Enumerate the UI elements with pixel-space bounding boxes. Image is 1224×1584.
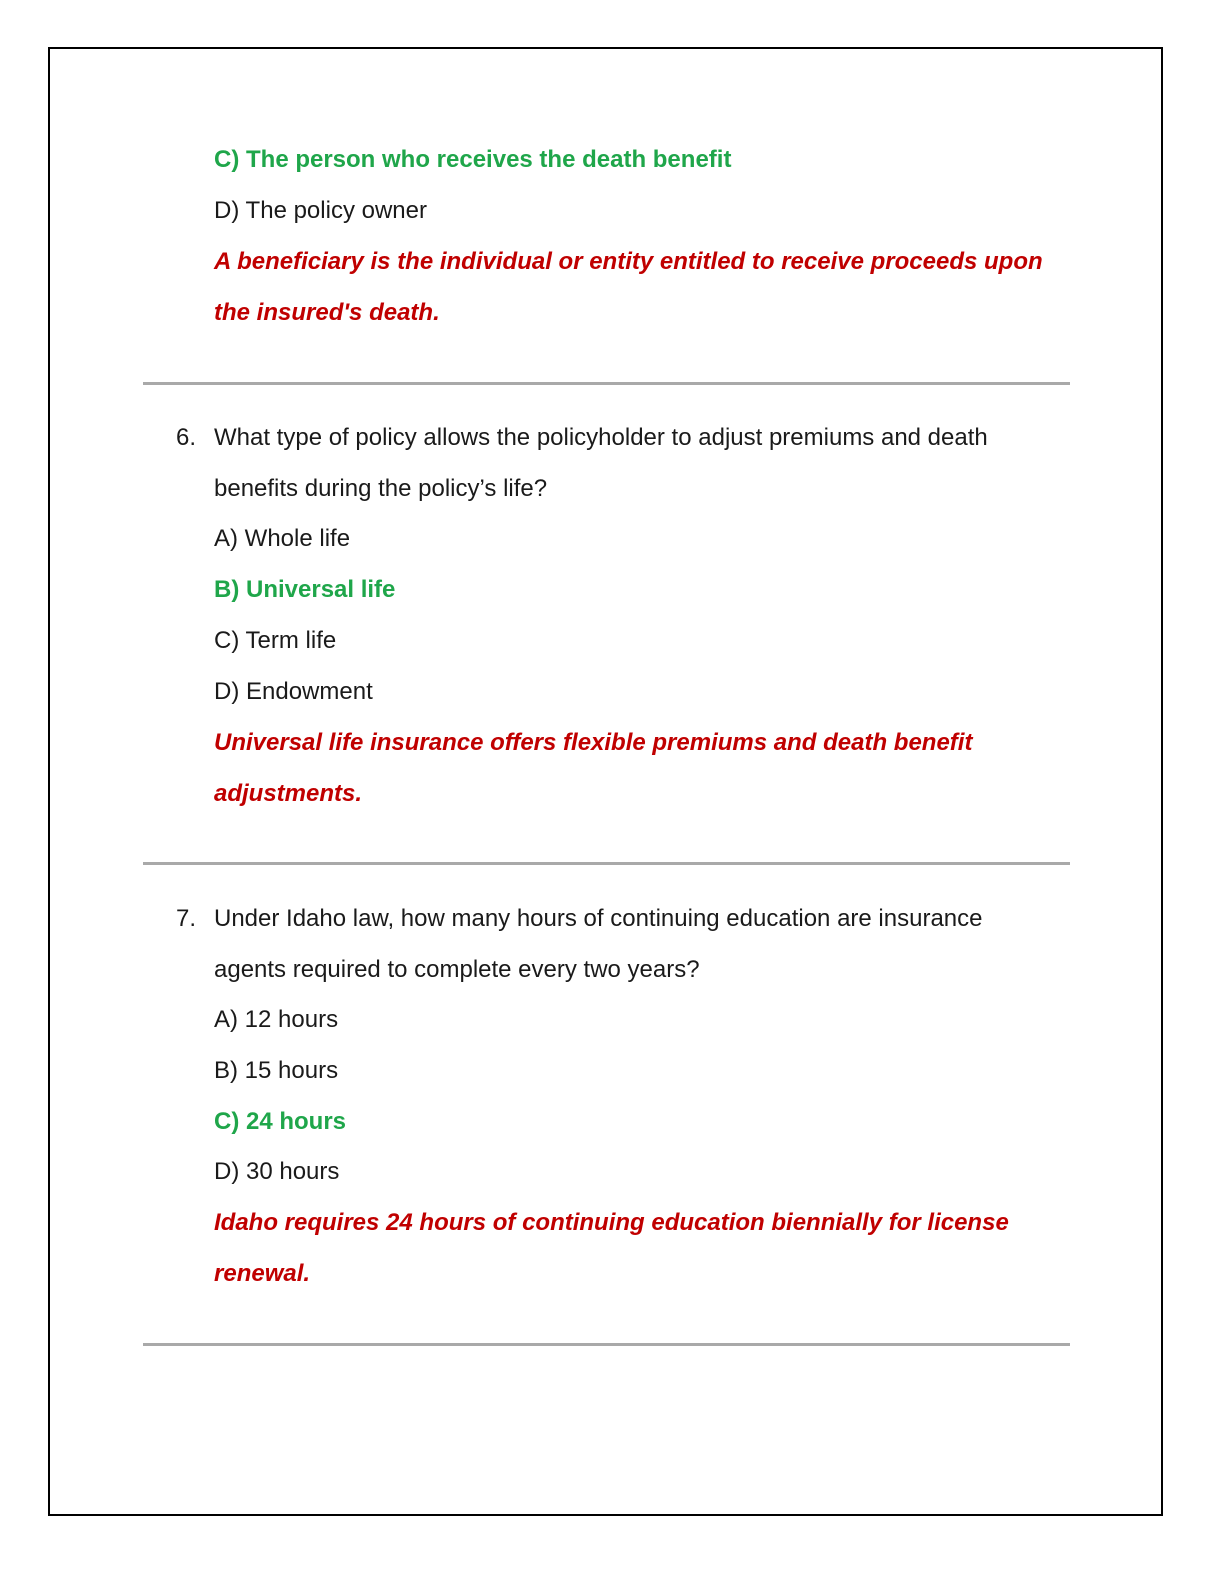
q7-number: 7. (176, 905, 197, 932)
divider (143, 1343, 1070, 1346)
q6-option-d[interactable]: D) Endowment (214, 678, 373, 705)
q6-explanation-line-2: adjustments. (214, 780, 363, 807)
q5-option-c[interactable]: C) The person who receives the death benefit (214, 146, 732, 173)
q7-option-b[interactable]: B) 15 hours (214, 1057, 339, 1084)
q6-number: 6. (176, 424, 197, 451)
q7-option-c[interactable]: C) 24 hours (214, 1108, 347, 1135)
q7-explanation-line-2: renewal. (214, 1260, 311, 1287)
q6-option-c[interactable]: C) Term life (214, 627, 337, 654)
divider (143, 382, 1070, 385)
q7-question-line-1: Under Idaho law, how many hours of continuing education are insurance (214, 905, 983, 932)
q6-option-a[interactable]: A) Whole life (214, 525, 351, 552)
q5-explanation-line-2: the insured's death. (214, 299, 440, 326)
q5-explanation-line-1: A beneficiary is the individual or entity entitled to receive proceeds upon (214, 248, 1043, 275)
q7-option-d[interactable]: D) 30 hours (214, 1158, 340, 1185)
q6-question-line-1: What type of policy allows the policyholder to adjust premiums and death (214, 424, 988, 451)
q5-option-d[interactable]: D) The policy owner (214, 197, 427, 224)
q7-option-a[interactable]: A) 12 hours (214, 1006, 339, 1033)
q7-explanation-line-1: Idaho requires 24 hours of continuing education biennially for license (214, 1209, 1009, 1236)
q6-option-b[interactable]: B) Universal life (214, 576, 396, 603)
divider (143, 862, 1070, 865)
q6-question-line-2: benefits during the policy’s life? (214, 475, 548, 502)
q6-explanation-line-1: Universal life insurance offers flexible premiums and death benefit (214, 729, 973, 756)
q7-question-line-2: agents required to complete every two years? (214, 956, 700, 983)
